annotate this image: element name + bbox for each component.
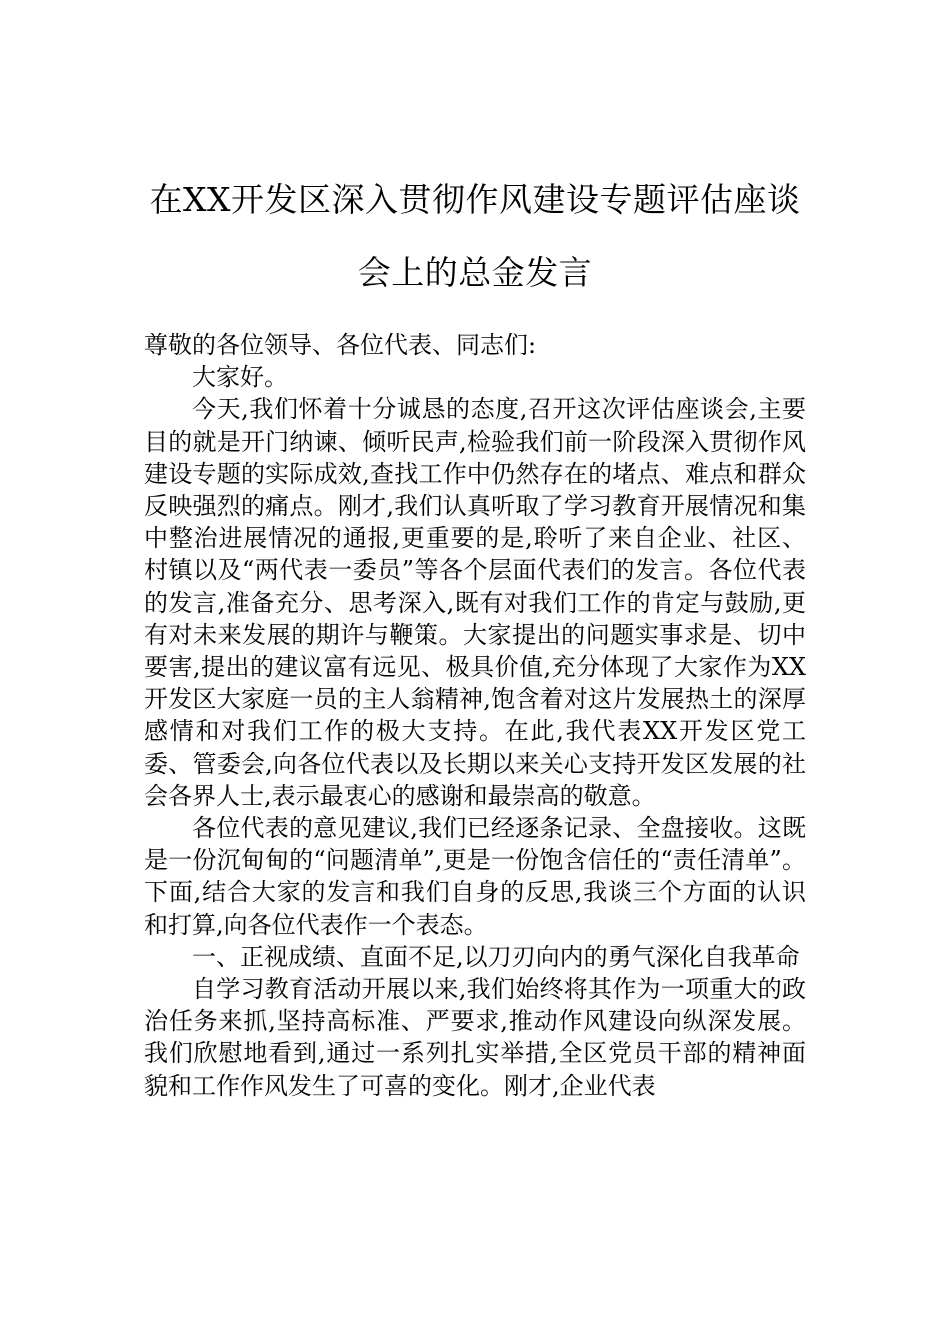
paragraph-greeting: 大家好。	[192, 363, 288, 392]
paragraph-opening: 今天,我们怀着十分诚恳的态度,召开这次评估座谈会,主要目的就是开门纳谏、倾听民声,检验我们前一阶段深入贯彻作风建设专题的实际成效,查找工作中仍然存在的堵点、难点和群众反映强烈的痛点。刚才,我们认真听取了学习教育开展情况和集中整治进展情况的通报,更重要的是,聆听了来自企业、社区、村镇以及“两代表一委员”等各个层面代表们的发言。各位代表的发言,准备充分、思考深入,既有对我们工作的肯定与鼓励,更有对未来发展的期许与鞭策。大家提出的问题实事求是、切中要害,提出的建议富有远见、极具价值,充分体现了大家作为XX开发区大家庭一员的主人翁精神,饱含着对这片发展热土的深厚感情和对我们工作的极大支持。在此,我代表XX开发区党工委、管委会,向各位代表以及长期以来关心支持开发区发展的社会各界人士,表示最衷心的感谢和最崇高的敬意。	[144, 395, 806, 810]
section-heading: 一、正视成绩、直面不足,以刀刃向内的勇气深化自我革命	[192, 942, 800, 971]
paragraph-transition: 各位代表的意见建议,我们已经逐条记录、全盘接收。这既是一份沉甸甸的“问题清单”,更是一份饱含信任的“责任清单”。下面,结合大家的发言和我们自身的反思,我谈三个方面的认识和打算,向各位代表作一个表态。	[144, 814, 806, 939]
paragraph-section-one: 自学习教育活动开展以来,我们始终将其作为一项重大的政治任务来抓,坚持高标准、严要求,推动作风建设向纵深发展。我们欣慰地看到,通过一系列扎实举措,全区党员干部的精神面貌和工作作风发生了可喜的变化。刚才,企业代表	[144, 975, 806, 1100]
document-title: 在XX开发区深入贯彻作风建设专题评估座谈会上的总金发言	[149, 180, 801, 292]
salutation: 尊敬的各位领导、各位代表、同志们:	[144, 331, 537, 359]
document-body	[144, 329, 806, 1102]
